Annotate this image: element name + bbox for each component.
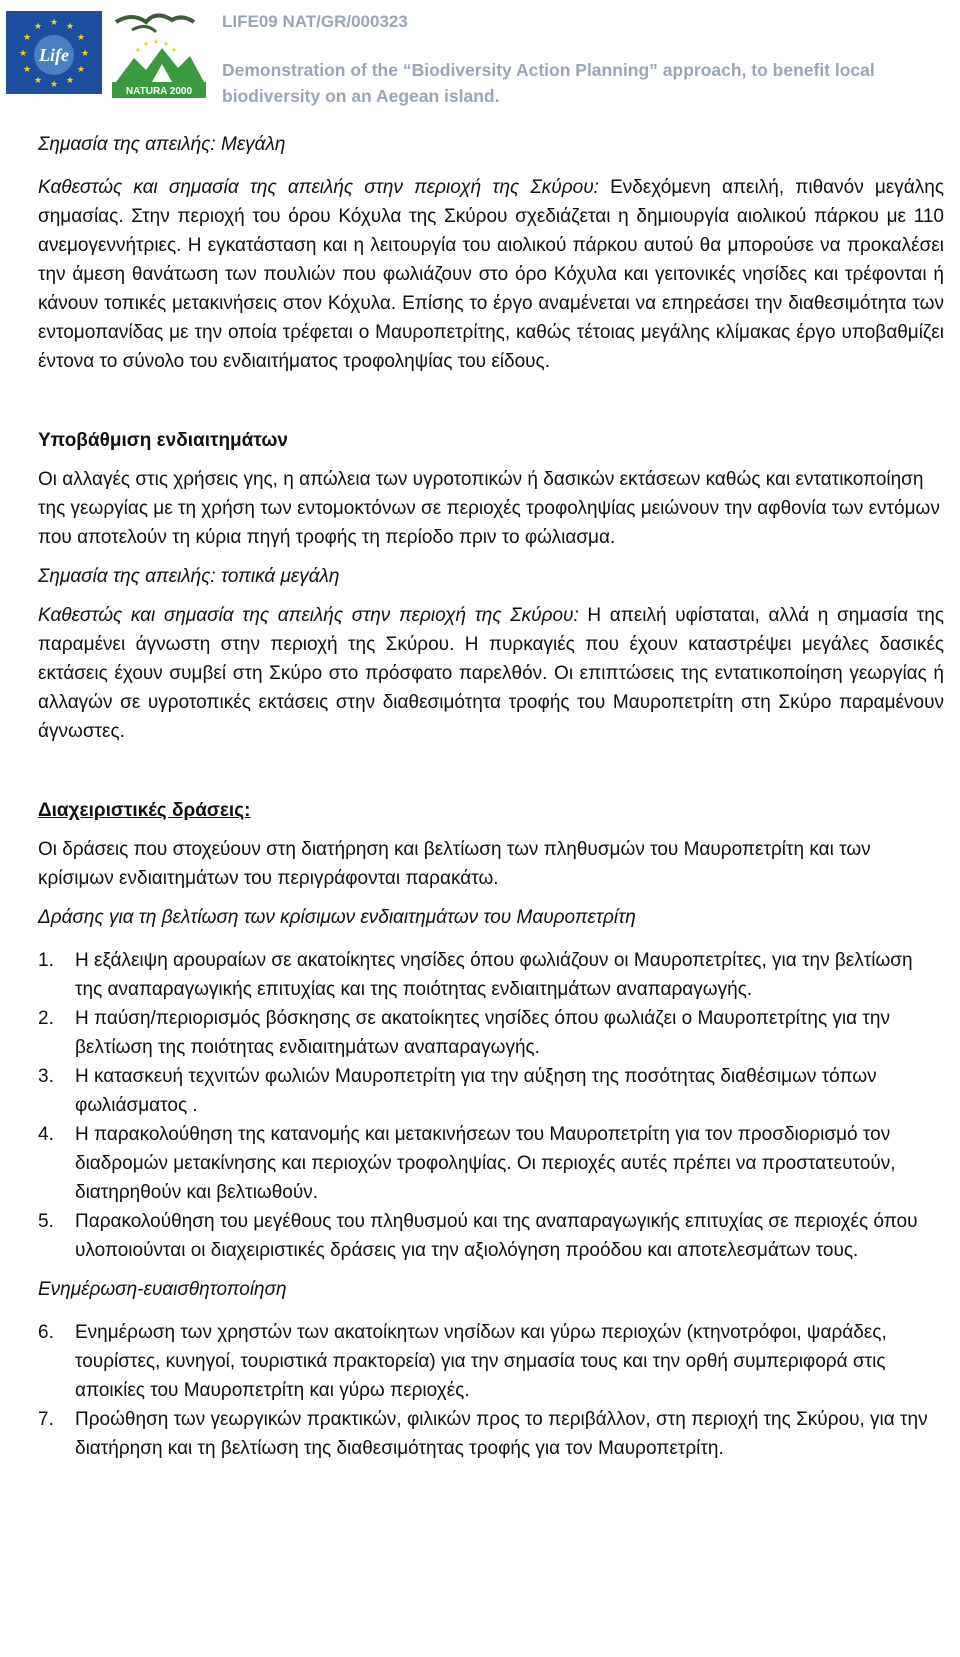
life-logo-graphic xyxy=(6,11,102,94)
list-item-text: Παρακολούθηση του μεγέθους του πληθυσμού και της αναπαραγωγικής επιτυχίας σε περιοχές όπου υλοποιούνται οι διαχειριστικές δράσεις για την αξιολόγηση προόδου και αποτελεσμάτων τους. xyxy=(75,1211,918,1261)
list-item-text: Η παρακολούθηση της κατανομής και μετακινήσεων του Μαυροπετρίτη για τον προσδιορισμό τον διαδρομών μετακίνησης και περιοχών τροφοληψίας. Οι περιοχές αυτές πρέπει να προστατευτούν, διατηρηθούν και βελτιωθούν. xyxy=(75,1124,896,1203)
list-item-number: 7. xyxy=(38,1409,54,1430)
list-item xyxy=(38,1062,944,1120)
threat-status-text: Ενδεχόμενη απειλή, πιθανόν μεγάλης σημασίας. Στην περιοχή του όρου Κόχυλα της Σκύρου σχεδιάζεται η δημιουργία αιολικού πάρκου με 110 ανεμογεννήτριες. Η εγκατάσταση και η λειτουργία του αιολικού πάρκου αυτού θα μπορούσε να προκαλέσει την άμεση θανάτωση των πουλιών που φωλιάζουν στο όρο Κόχυλα και γειτονικές νησίδες και τρέφονται ή κάνουν τοπικές μετακινήσεις στον Κόχυλα. Επίσης το έργο αναμένεται να επηρεάσει την διαθεσιμότητα των εντομοπανίδας με την οποία τρέφεται ο Μαυροπετρίτης, καθώς τέτοιας μεγάλης κλίμακας έργο υποβαθμίζει έντονα το σύνολο του ενδιαιτήματος τροφοληψίας του είδους. xyxy=(38,177,944,372)
life-logo xyxy=(6,11,102,94)
habitat-body: Οι αλλαγές στις χρήσεις γης, η απώλεια των υγροτοπικών ή δασικών εκτάσεων καθώς και εντατικοποίηση της γεωργίας με τη χρήση των εντομοκτόνων σε περιοχές τροφοληψίας μειώνουν την αφθονία των εντόμων που αποτελούν τη κύρια πηγή τροφής τη περίοδο πριν το φώλιασμα. xyxy=(38,469,940,548)
habitat-status-text: Η απειλή υφίσταται, αλλά η σημασία της παραμένει άγνωστη στην περιοχή της Σκύρου. Η πυρκαγιές που έχουν καταστρέψει μεγάλες δασικές εκτάσεις έχουν συμβεί στη Σκύρο στο πρόσφατο παρελθόν. Οι επιπτώσεις της εντατικοποίηση γεωργίας ή αλλαγών σε υγροτοπικές εκτάσεις στην διαθεσιμότητα τροφής του Μαυροπετρίτη στη Σκύρο παραμένουν άγνωστες. xyxy=(38,605,944,742)
list-item-number: 5. xyxy=(38,1211,54,1232)
svg-text:★: ★ xyxy=(76,33,86,43)
project-id: LIFE09 NAT/GR/000323 xyxy=(222,12,408,31)
list-item-text: Προώθηση των γεωργικών πρακτικών, φιλικών προς το περιβάλλον, στη περιοχή της Σκύρου, για την διατήρηση και τη βελτίωση της διαθεσιμότητας τροφής για τον Μαυροπετρίτη. xyxy=(75,1409,928,1459)
svg-text:★: ★ xyxy=(49,18,59,28)
svg-text:★: ★ xyxy=(65,22,75,32)
list-item-number: 6. xyxy=(38,1322,54,1343)
svg-text:★: ★ xyxy=(49,80,59,90)
threat-status-label: Καθεστώς και σημασία της απειλής στην περιοχή της Σκύρου: xyxy=(38,177,599,198)
natura-2000-logo xyxy=(112,8,206,98)
list-item-number: 2. xyxy=(38,1008,54,1029)
svg-text:★: ★ xyxy=(33,22,43,32)
list-item xyxy=(38,946,944,1004)
svg-text:★: ★ xyxy=(134,46,142,54)
list-item xyxy=(38,1405,944,1463)
list-item-number: 3. xyxy=(38,1066,54,1087)
threat-importance: Σημασία της απειλής: Μεγάλη xyxy=(38,134,286,155)
habitat-status-paragraph xyxy=(38,601,944,746)
management-intro: Οι δράσεις που στοχεύουν στη διατήρηση και βελτίωση των πληθυσμών του Μαυροπετρίτη και των κρίσιμων ενδιαιτημάτων του περιγράφονται παρακάτω. xyxy=(38,839,871,889)
list-item xyxy=(38,1207,944,1265)
natura-2000-logo-graphic xyxy=(112,8,206,98)
svg-text:★: ★ xyxy=(152,38,160,46)
svg-text:★: ★ xyxy=(76,65,86,75)
list-item-text: Η εξάλειψη αρουραίων σε ακατοίκητες νησίδες όπου φωλιάζουν οι Μαυροπετρίτες, για την βελτίωση της αναπαραγωγικής επιτυχίας και της ποιότητας ενδιαιτημάτων αναπαραγωγής. xyxy=(75,950,913,1000)
svg-text:★: ★ xyxy=(22,65,32,75)
svg-text:★: ★ xyxy=(65,76,75,86)
habitat-importance: Σημασία της απειλής: τοπικά μεγάλη xyxy=(38,566,340,587)
svg-text:★: ★ xyxy=(22,33,32,43)
svg-text:★: ★ xyxy=(170,46,178,54)
document-body xyxy=(38,130,944,1463)
document-header xyxy=(0,0,960,110)
awareness-subheading: Ενημέρωση-ευαισθητοποίηση xyxy=(38,1279,287,1300)
list-item xyxy=(38,1004,944,1062)
list-item xyxy=(38,1120,944,1207)
svg-text:★: ★ xyxy=(80,49,90,59)
habitat-actions-list xyxy=(38,946,944,1265)
awareness-actions-list xyxy=(38,1318,944,1463)
habitat-actions-subheading: Δράσης για τη βελτίωση των κρίσιμων ενδιαιτημάτων του Μαυροπετρίτη xyxy=(38,907,636,928)
project-title: Demonstration of the “Biodiversity Action Planning” approach, to benefit local biodiversity on an Aegean island. xyxy=(222,60,875,106)
list-item-text: Ενημέρωση των χρηστών των ακατοίκητων νησίδων και γύρω περιοχών (κτηνοτρόφοι, ψαράδες, τουρίστες, κυνηγοί, τουριστικά πρακτορεία) για την σημασία τους και την ορθή συμπεριφορά στις αποικίες του Μαυροπετρίτη και γύρω περιοχές. xyxy=(75,1322,887,1401)
svg-text:★: ★ xyxy=(18,49,28,59)
management-heading: Διαχειριστικές δράσεις: xyxy=(38,800,251,821)
svg-text:★: ★ xyxy=(33,76,43,86)
habitat-status-label: Καθεστώς και σημασία της απειλής στην περιοχή της Σκύρου: xyxy=(38,605,579,626)
list-item xyxy=(38,1318,944,1405)
natura-2000-logo-text: NATURA 2000 xyxy=(125,86,193,97)
habitat-heading: Υποβάθμιση ενδιαιτημάτων xyxy=(38,430,288,451)
svg-text:★: ★ xyxy=(162,40,170,48)
threat-status-paragraph xyxy=(38,173,944,376)
svg-text:★: ★ xyxy=(142,40,150,48)
life-logo-text: Life xyxy=(39,45,69,65)
list-item-text: Η παύση/περιορισμός βόσκησης σε ακατοίκητες νησίδες όπου φωλιάζει ο Μαυροπετρίτης για την βελτίωση της ποιότητας ενδιαιτημάτων αναπαραγωγής. xyxy=(75,1008,890,1058)
list-item-text: Η κατασκευή τεχνιτών φωλιών Μαυροπετρίτη για την αύξηση της ποσότητας διαθέσιμων τόπων φωλιάσματος . xyxy=(75,1066,877,1116)
list-item-number: 1. xyxy=(38,950,54,971)
list-item-number: 4. xyxy=(38,1124,54,1145)
